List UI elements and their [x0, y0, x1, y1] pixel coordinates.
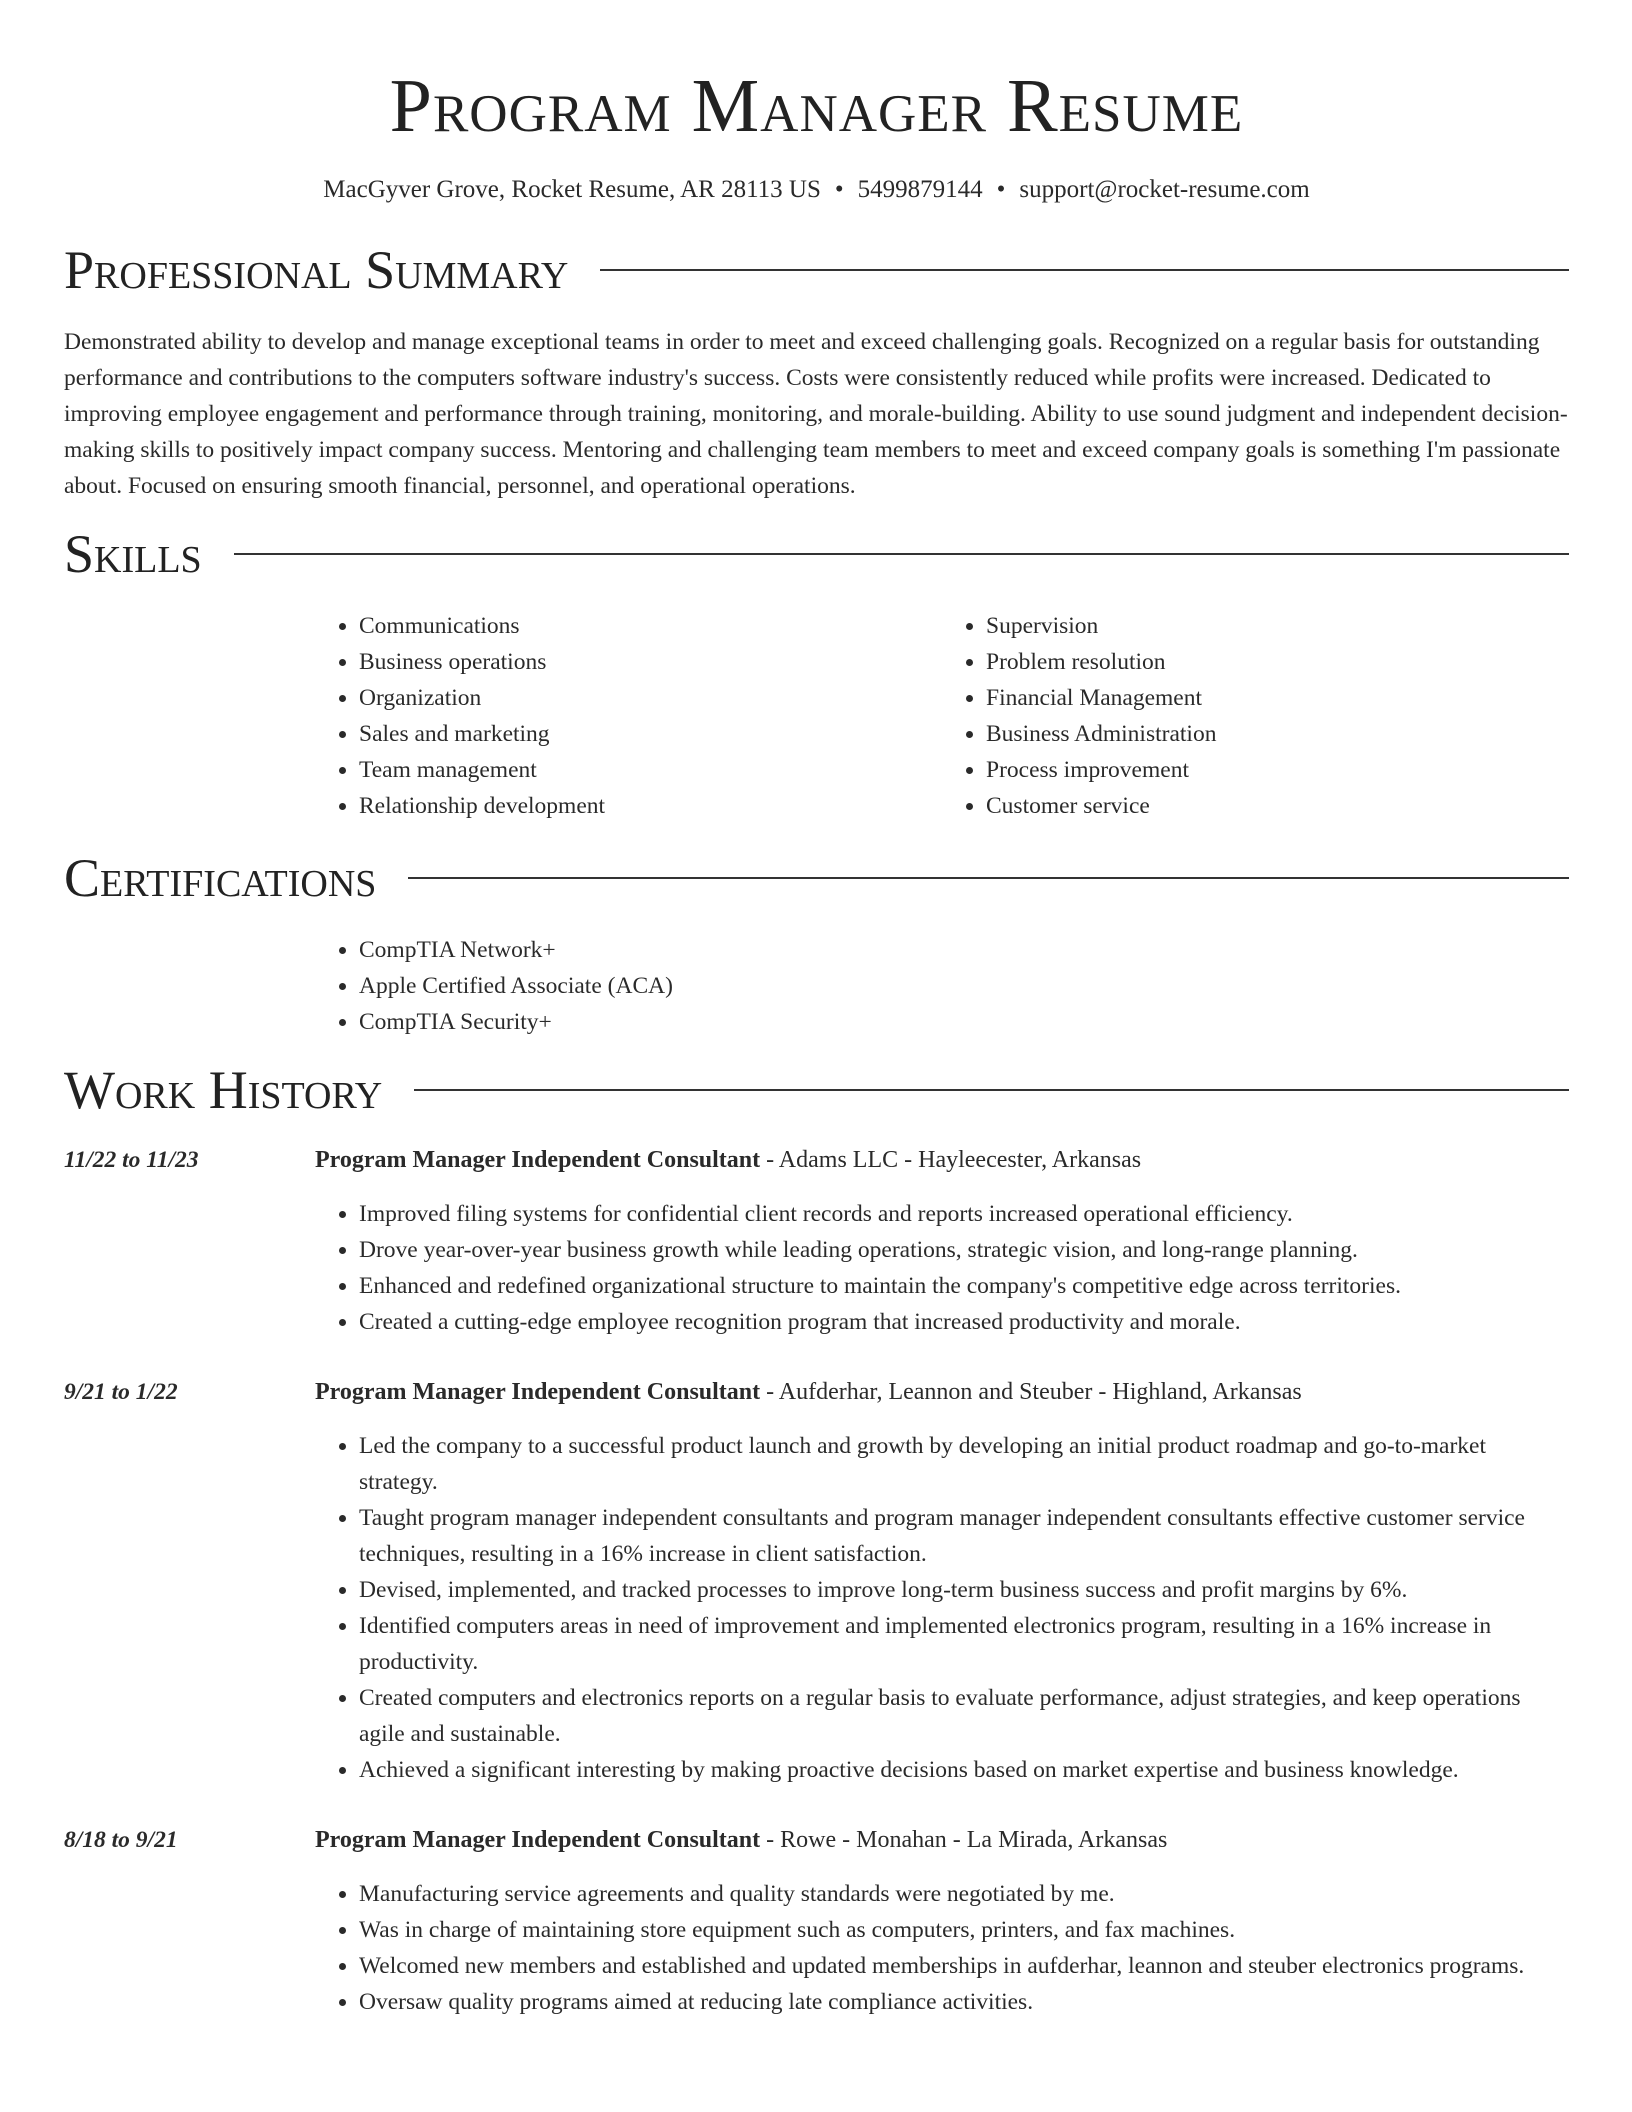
skill-item: • Customer service	[986, 788, 1569, 824]
skill-item: • Business operations	[359, 644, 942, 680]
skill-item: • Business Administration	[986, 716, 1569, 752]
resume-title: Program Manager Resume	[389, 64, 1244, 148]
skill-item: • Problem resolution	[986, 644, 1569, 680]
contact-address: MacGyver Grove, Rocket Resume, AR 28113 US	[323, 176, 821, 203]
job-bullet: • Improved filing systems for confidential client records and reports increased operational efficiency.	[359, 1196, 1569, 1232]
section-divider	[408, 877, 1569, 879]
job-bullet: • Welcomed new members and established and updated memberships in aufderhar, leannon and steuber electronics programs.	[359, 1948, 1569, 1984]
job-bullet: • Led the company to a successful product launch and growth by developing an initial product roadmap and go-to-market strategy.	[359, 1428, 1569, 1500]
job-bullet: • Was in charge of maintaining store equipment such as computers, printers, and fax machines.	[359, 1912, 1569, 1948]
job-dates: 8/18 to 9/21	[64, 1827, 178, 1853]
job-bullet: • Created computers and electronics reports on a regular basis to evaluate performance, adjust strategies, and keep operations agile and sustainable.	[359, 1680, 1569, 1752]
job-entry	[64, 1822, 1569, 2020]
summary-text: Demonstrated ability to develop and manage exceptional teams in order to meet and exceed challenging goals. Recognized on a regular basis for outstanding performance and contributions to the computers software industry's success. Costs were consistently reduced while profits were increased. Dedicated to improving employee engagement and performance through training, monitoring, and morale-building. Ability to use sound judgment and independent decision-making skills to positively impact company success. Mentoring and challenging team members to meet and exceed company goals is something I'm passionate about. Focused on ensuring smooth financial, personnel, and operational operations.	[64, 329, 1568, 499]
skill-item: • Process improvement	[986, 752, 1569, 788]
skill-item: • Team management	[359, 752, 942, 788]
job-bullets	[315, 1876, 1569, 2020]
job-bullet: • Created a cutting-edge employee recognition program that increased productivity and morale.	[359, 1304, 1569, 1340]
job-header	[315, 1822, 1569, 1858]
job-company: - Rowe - Monahan - La Mirada, Arkansas	[760, 1827, 1168, 1853]
contact-separator: •	[834, 176, 844, 203]
job-bullet: • Taught program manager independent consultants and program manager independent consultants effective customer service techniques, resulting in a 16% increase in client satisfaction.	[359, 1500, 1569, 1572]
certifications-heading: Certifications	[64, 848, 377, 908]
section-divider	[234, 553, 1569, 555]
job-entry	[64, 1142, 1569, 1340]
skill-item: • Communications	[359, 608, 942, 644]
job-role: Program Manager Independent Consultant	[315, 1147, 761, 1173]
contact-phone: 5499879144	[857, 176, 983, 203]
skills-header	[64, 524, 1569, 584]
work-history-header	[64, 1060, 1569, 1120]
certifications-header	[64, 848, 1569, 908]
work-history-section	[64, 1060, 1569, 2020]
job-bullet: • Manufacturing service agreements and quality standards were negotiated by me.	[359, 1876, 1569, 1912]
job-dates: 9/21 to 1/22	[64, 1379, 178, 1405]
skill-item: • Sales and marketing	[359, 716, 942, 752]
job-bullet: • Identified computers areas in need of improvement and implemented electronics program, resulting in a 16% increase in productivity.	[359, 1608, 1569, 1680]
skills-heading: Skills	[64, 524, 202, 584]
skills-list-left	[315, 608, 942, 824]
job-bullets	[315, 1428, 1569, 1788]
job-header	[315, 1142, 1569, 1178]
skill-item: • Relationship development	[359, 788, 942, 824]
skill-item: • Organization	[359, 680, 942, 716]
skills-grid	[315, 608, 1569, 824]
certification-item: • CompTIA Security+	[359, 1004, 1569, 1040]
certifications-list	[315, 932, 1569, 1040]
contact-line	[64, 174, 1569, 206]
job-entry	[64, 1374, 1569, 1788]
job-header	[315, 1374, 1569, 1410]
job-bullet: • Enhanced and redefined organizational structure to maintain the company's competitive edge across territories.	[359, 1268, 1569, 1304]
job-bullets	[315, 1196, 1569, 1340]
job-role: Program Manager Independent Consultant	[315, 1379, 761, 1405]
job-bullet: • Achieved a significant interesting by making proactive decisions based on market expertise and business knowledge.	[359, 1752, 1569, 1788]
summary-header	[64, 240, 1569, 300]
contact-email: support@rocket-resume.com	[1019, 176, 1310, 203]
summary-section	[64, 240, 1569, 504]
skills-section	[64, 524, 1569, 824]
job-bullet: • Drove year-over-year business growth while leading operations, strategic vision, and long-range planning.	[359, 1232, 1569, 1268]
skill-item: • Supervision	[986, 608, 1569, 644]
skills-list-right	[942, 608, 1569, 824]
job-bullet: • Oversaw quality programs aimed at reducing late compliance activities.	[359, 1984, 1569, 2020]
summary-heading: Professional Summary	[64, 240, 569, 300]
section-divider	[600, 269, 1569, 271]
job-role: Program Manager Independent Consultant	[315, 1827, 761, 1853]
job-company: - Aufderhar, Leannon and Steuber - Highland, Arkansas	[760, 1379, 1302, 1405]
job-company: - Adams LLC - Hayleecester, Arkansas	[760, 1147, 1142, 1173]
work-history-heading: Work History	[64, 1060, 383, 1120]
resume-page	[64, 0, 1569, 2020]
certification-item: • Apple Certified Associate (ACA)	[359, 968, 1569, 1004]
contact-separator: •	[996, 176, 1006, 203]
job-bullet: • Devised, implemented, and tracked processes to improve long-term business success and profit margins by 6%.	[359, 1572, 1569, 1608]
certification-item: • CompTIA Network+	[359, 932, 1569, 968]
certifications-section	[64, 848, 1569, 1040]
section-divider	[414, 1089, 1569, 1091]
skill-item: • Financial Management	[986, 680, 1569, 716]
job-dates: 11/22 to 11/23	[64, 1147, 199, 1173]
